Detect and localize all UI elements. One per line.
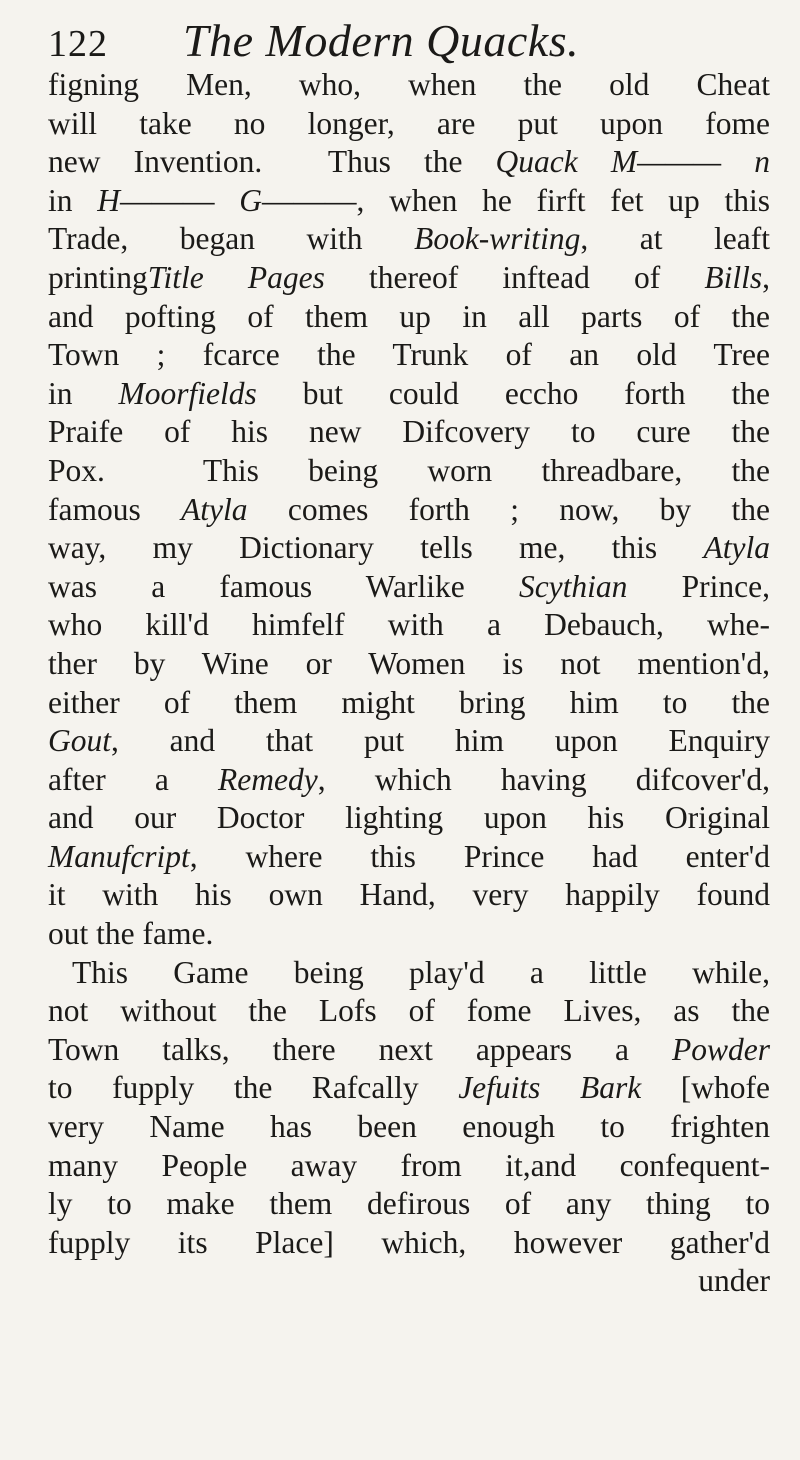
text-line xyxy=(48,876,770,915)
text-line xyxy=(48,838,770,877)
text-line xyxy=(48,1069,770,1108)
italic-text: Bills xyxy=(704,259,763,295)
text-segment: in xyxy=(48,182,98,218)
text-line xyxy=(48,568,770,607)
text-segment: new Invention. Thus the xyxy=(48,144,496,180)
text-line xyxy=(48,1262,770,1301)
text-segment: [whofe xyxy=(641,1070,770,1106)
running-head: The Modern Quacks. xyxy=(183,15,580,66)
italic-text: G xyxy=(239,182,262,218)
text-segment: not without the Lofs of fome Lives, as the xyxy=(48,993,770,1029)
text-line xyxy=(48,992,770,1031)
text-line xyxy=(48,1031,770,1070)
text-line xyxy=(48,954,770,993)
text-line xyxy=(48,375,770,414)
text-line xyxy=(48,336,770,375)
text-segment: , and that put him upon Enquiry xyxy=(111,723,770,759)
text-line xyxy=(48,413,770,452)
text-segment: , where this Prince had enter'd xyxy=(189,838,770,874)
text-segment: figning Men, who, when the old Cheat xyxy=(48,67,770,102)
text-segment: , which having difcover'd, xyxy=(317,761,770,797)
text-line xyxy=(48,645,770,684)
text-line xyxy=(48,182,770,221)
italic-text: Book-writing xyxy=(414,221,581,257)
text-segment: , at leaft xyxy=(580,221,770,257)
body-text xyxy=(48,66,770,1301)
text-line xyxy=(48,529,770,568)
text-segment: ther by Wine or Women is not mention'd, xyxy=(48,645,770,681)
italic-text: Title Pages xyxy=(147,259,325,295)
italic-text: Atyla xyxy=(181,491,248,527)
text-segment: Town talks, there next appears a xyxy=(48,1031,672,1067)
text-line xyxy=(48,452,770,491)
text-line xyxy=(48,1185,770,1224)
page-header xyxy=(48,12,768,70)
text-line xyxy=(48,143,770,182)
text-segment: Pox. This being worn threadbare, the xyxy=(48,452,770,488)
italic-text: Moorfields xyxy=(118,375,257,411)
italic-text: Scythian xyxy=(518,568,628,604)
text-line xyxy=(48,66,770,105)
text-segment: will take no longer, are put upon fome xyxy=(48,105,770,141)
italic-text: Quack M xyxy=(495,144,638,180)
text-line xyxy=(48,298,770,337)
text-line xyxy=(48,1224,770,1263)
text-segment: ——— xyxy=(120,182,240,218)
text-segment: , xyxy=(762,259,771,295)
text-segment: who kill'd himfelf with a Debauch, whe- xyxy=(48,607,770,643)
text-segment: out the fame. xyxy=(48,916,214,952)
text-segment: Praife of his new Difcovery to cure the xyxy=(48,414,770,450)
text-line xyxy=(48,799,770,838)
text-segment: and pofting of them up in all parts of the xyxy=(48,298,770,334)
text-segment: was a famous Warlike xyxy=(48,568,519,604)
text-segment: either of them might bring him to the xyxy=(48,684,770,720)
text-line xyxy=(48,1108,770,1147)
italic-text: Gout xyxy=(48,723,111,759)
text-segment: and our Doctor lighting upon his Original xyxy=(48,800,770,836)
italic-text: Atyla xyxy=(703,530,770,566)
text-segment: many People away from it,and confequent- xyxy=(48,1147,770,1183)
text-segment: ly to make them defirous of any thing to xyxy=(48,1186,770,1222)
text-segment: Prince, xyxy=(627,568,770,604)
text-segment: Trade, began with xyxy=(48,221,415,257)
italic-text: H xyxy=(97,182,120,218)
text-segment: after a xyxy=(48,761,218,797)
text-segment: but could eccho forth the xyxy=(256,375,770,411)
text-segment: fupply its Place] which, however gather'd xyxy=(48,1224,770,1260)
text-segment: under xyxy=(698,1263,770,1299)
text-line xyxy=(48,761,770,800)
text-segment: printing xyxy=(48,259,148,295)
text-line xyxy=(48,684,770,723)
text-segment: to fupply the Rafcally xyxy=(48,1070,459,1106)
italic-text: Manufcript xyxy=(48,838,190,874)
text-segment: thereof inftead of xyxy=(324,259,705,295)
italic-text: ——— n xyxy=(637,144,770,180)
text-segment: This Game being play'd a little while, xyxy=(72,954,770,990)
text-line xyxy=(48,722,770,761)
text-line xyxy=(48,606,770,645)
text-segment: in xyxy=(48,375,119,411)
italic-text: Powder xyxy=(672,1031,770,1067)
text-line xyxy=(48,491,770,530)
text-line xyxy=(48,105,770,144)
text-line xyxy=(48,220,770,259)
italic-text: Jefuits Bark xyxy=(458,1070,642,1106)
italic-text: Remedy xyxy=(218,761,318,797)
text-line xyxy=(48,259,770,298)
text-segment: Town ; fcarce the Trunk of an old Tree xyxy=(48,337,770,373)
text-segment: it with his own Hand, very happily found xyxy=(48,877,770,913)
text-line xyxy=(48,1147,770,1186)
text-segment: comes forth ; now, by the xyxy=(247,491,770,527)
text-segment: very Name has been enough to frighten xyxy=(48,1109,770,1145)
text-segment: famous xyxy=(48,491,182,527)
text-segment: way, my Dictionary tells me, this xyxy=(48,530,704,566)
text-segment: ———, when he firft fet up this xyxy=(262,182,770,218)
text-line xyxy=(48,915,770,954)
page-number: 122 xyxy=(48,23,108,65)
